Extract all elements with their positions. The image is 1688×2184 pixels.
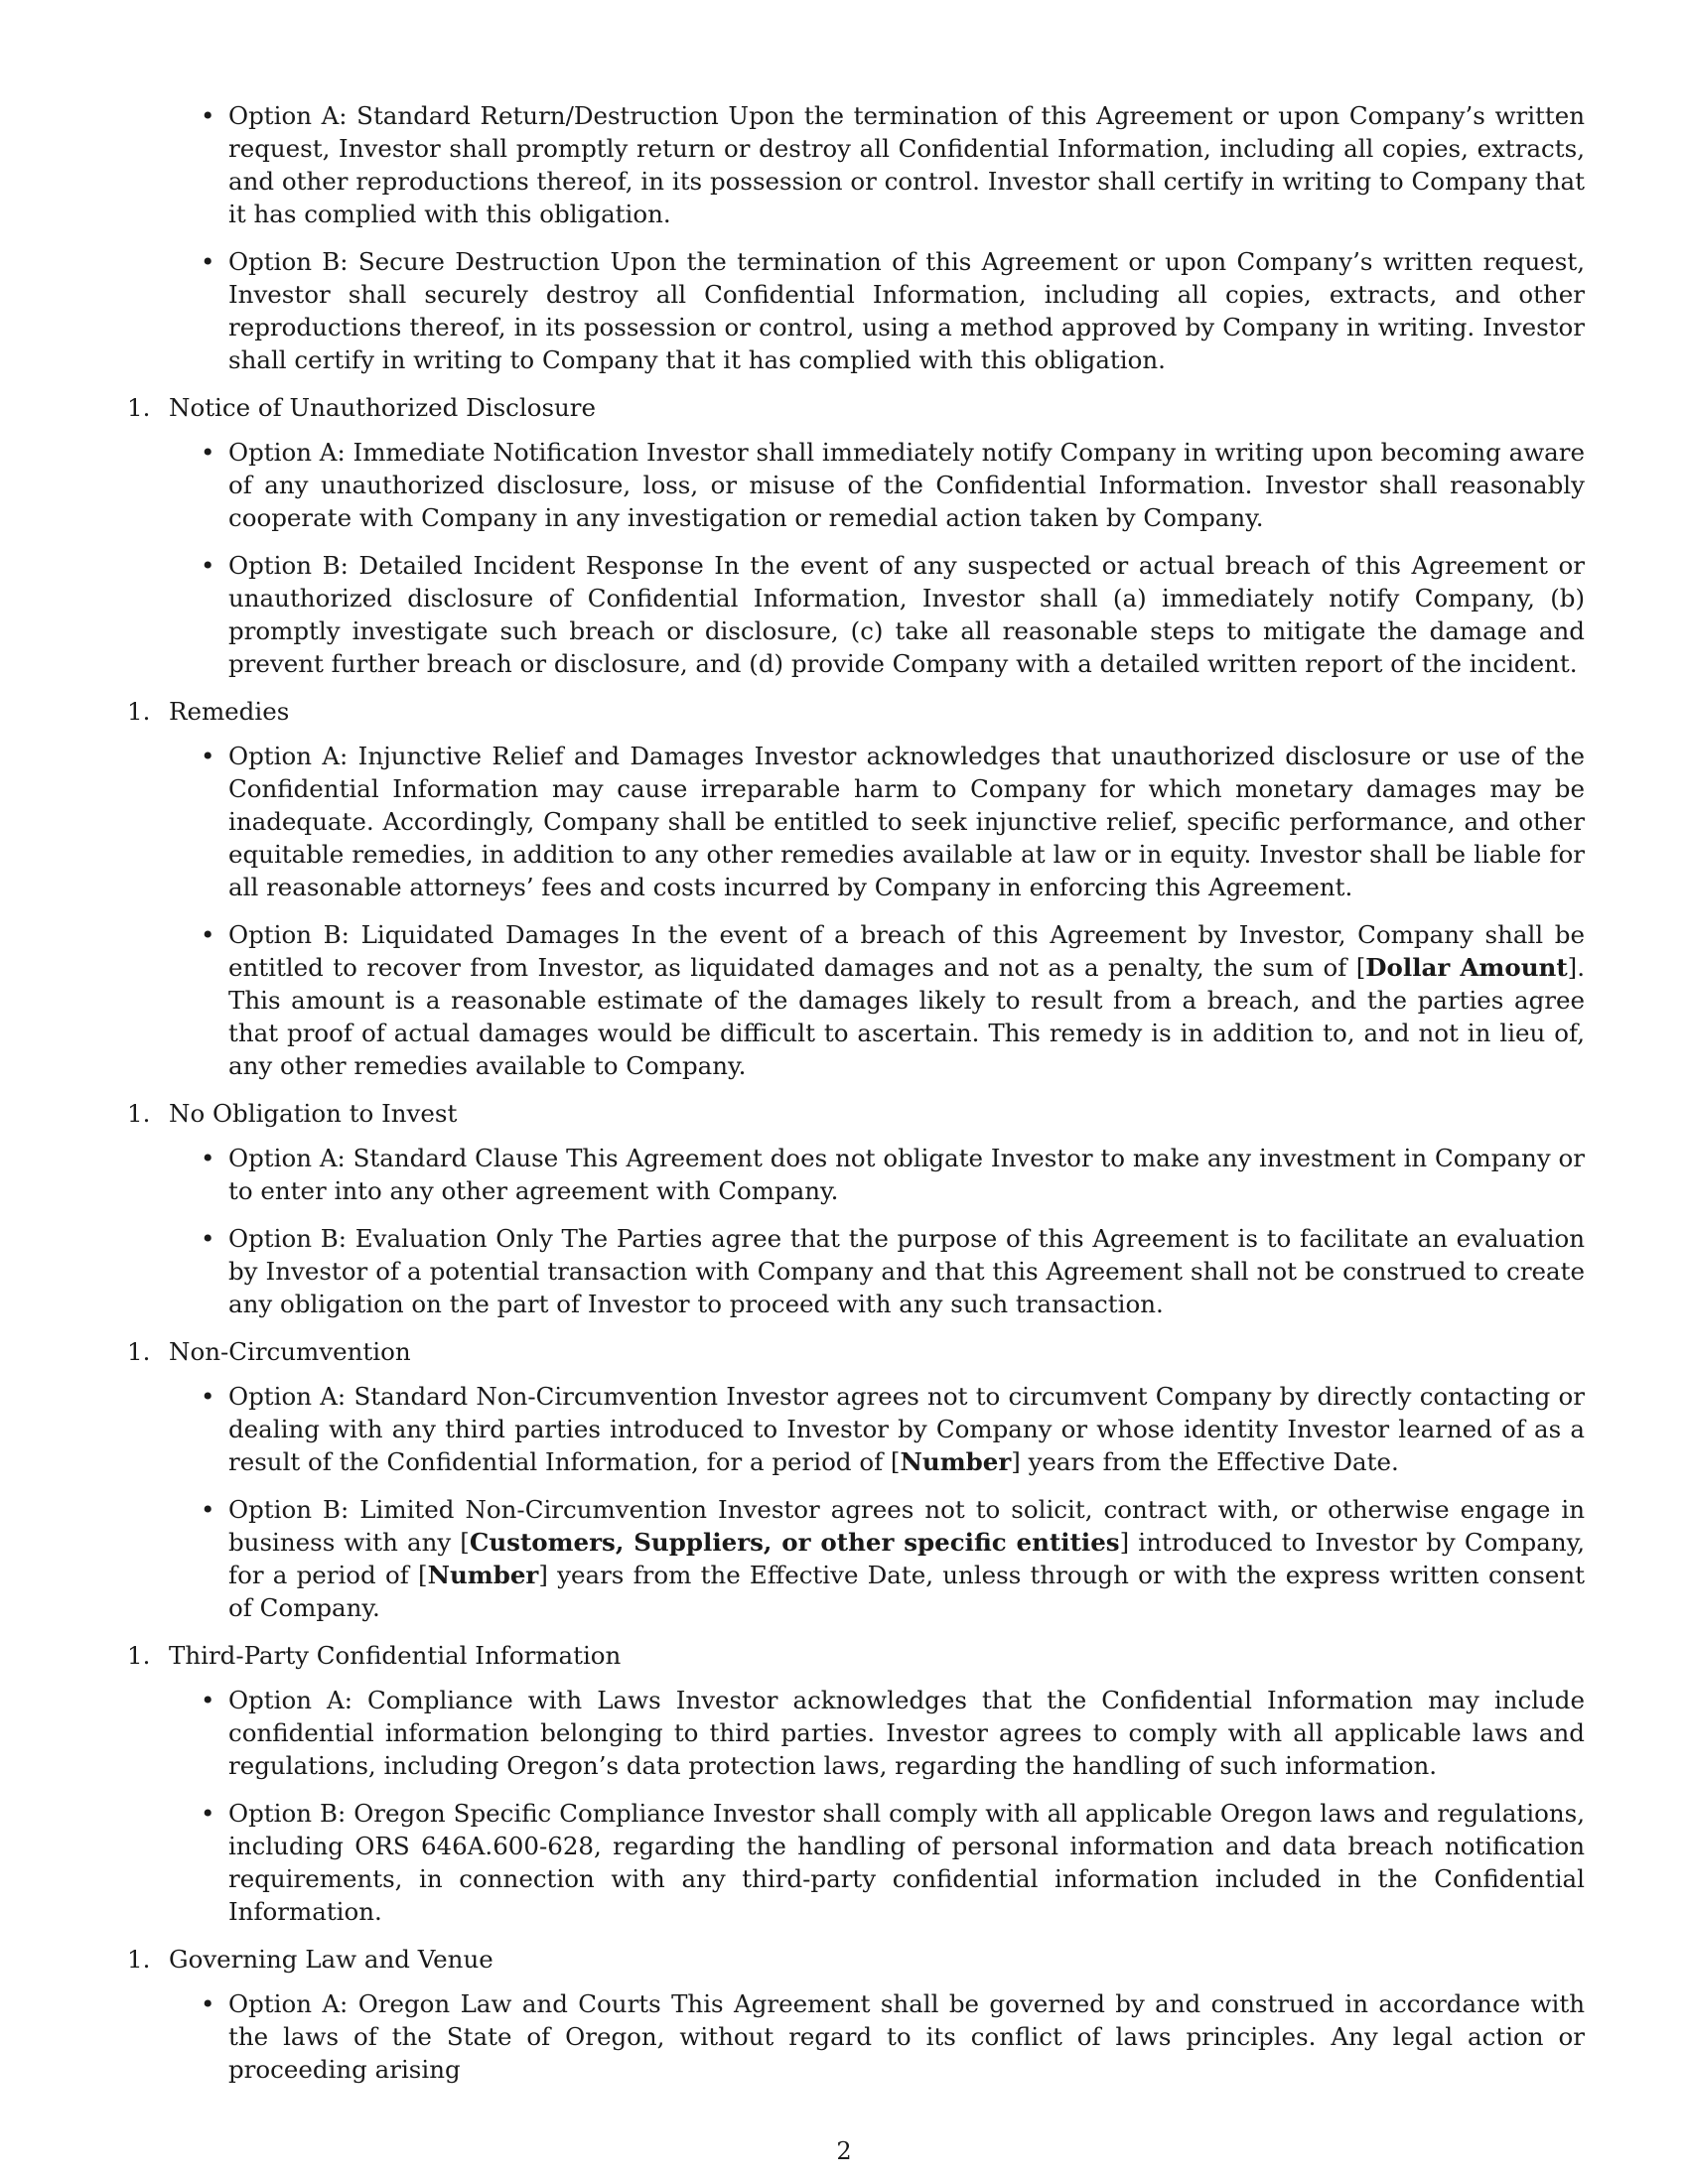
option-list (127, 99, 1585, 376)
page-number: 2 (836, 2137, 852, 2165)
option-text: Option B: Liquidated Damages In the event of a breach of this Agreement by Investor, Company shall be entitled to recover from Investor, as liquidated damages and not as a penalty, the sum of [ (228, 920, 1585, 982)
placeholder-field: Number (427, 1561, 539, 1589)
option-item (127, 1142, 1585, 1207)
option-item (127, 436, 1585, 534)
clause-section (127, 1943, 1585, 2086)
option-item (127, 99, 1585, 230)
option-text: Option B: Evaluation Only The Parties agree that the purpose of this Agreement is to facilitate an evaluation by Investor of a potential transaction with Company and that this Agreement shall not be construed to create any obligation on the part of Investor to proceed with any such transaction. (228, 1224, 1585, 1318)
section-number: 1. (127, 697, 151, 726)
clause-section (127, 1639, 1585, 1928)
option-text: Option B: Secure Destruction Upon the termination of this Agreement or upon Company’s written request, Investor shall securely destroy all Confidential Information, including all copies, extracts, and other reproductions thereof, in its possession or control, using a method approved by Company in writing. Investor shall certify in writing to Company that it has complied with this obligation. (228, 247, 1585, 374)
section-number: 1. (127, 1945, 151, 1974)
option-item (127, 1380, 1585, 1478)
section-title: Governing Law and Venue (169, 1945, 493, 1974)
section-number: 1. (127, 393, 151, 422)
placeholder-field: Customers, Suppliers, or other specific entities (469, 1528, 1120, 1557)
section-heading (127, 695, 1585, 728)
option-text: Option B: Detailed Incident Response In the event of any suspected or actual breach of this Agreement or unauthorized disclosure of Confidential Information, Investor shall (a) immediately notify Company, (b) promptly investigate such breach or disclosure, (c) take all reasonable steps to mitigate the damage and prevent further breach or disclosure, and (d) provide Company with a detailed written report of the incident. (228, 551, 1585, 678)
clause-section (127, 1097, 1585, 1320)
option-text: ] years from the Effective Date, unless through or with the express written consent of Company. (228, 1561, 1586, 1622)
section-heading (127, 391, 1585, 424)
document-body (127, 99, 1585, 2101)
section-title: Notice of Unauthorized Disclosure (169, 393, 597, 422)
option-item (127, 549, 1585, 680)
option-text: Option A: Compliance with Laws Investor acknowledges that the Confidential Information may include confidential information belonging to third parties. Investor agrees to comply with all applicable laws and regulations, including Oregon’s data protection laws, regarding the handling of such information. (228, 1686, 1585, 1780)
clause-section (127, 695, 1585, 1082)
clause-section (127, 391, 1585, 680)
section-heading (127, 1639, 1585, 1672)
option-item (127, 1797, 1585, 1928)
option-item (127, 1493, 1585, 1624)
option-item (127, 1684, 1585, 1782)
option-text: Option A: Standard Clause This Agreement does not obligate Investor to make any investment in Company or to enter into any other agreement with Company. (228, 1144, 1585, 1205)
bullet-icon: • (201, 1382, 215, 1411)
bullet-icon: • (201, 438, 215, 467)
placeholder-field: Number (900, 1447, 1012, 1476)
option-list (127, 1987, 1585, 2086)
bullet-icon: • (201, 1686, 215, 1714)
option-text: ] years from the Effective Date. (1011, 1447, 1399, 1476)
section-title: Remedies (169, 697, 290, 726)
section-number: 1. (127, 1641, 151, 1670)
option-list (127, 1380, 1585, 1624)
clause-section (127, 1335, 1585, 1624)
option-text: Option A: Standard Return/Destruction Upon the termination of this Agreement or upon Company’s written request, Investor shall promptly return or destroy all Confidential Information, including all copies, extracts, and other reproductions thereof, in its possession or control. Investor shall certify in writing to Company that it has complied with this obligation. (228, 101, 1585, 228)
bullet-icon: • (201, 920, 215, 949)
option-text: ]. This amount is a reasonable estimate of the damages likely to result from a breach, and the parties agree that proof of actual damages would be difficult to ascertain. This remedy is in addition to, and not in lieu of, any other remedies available to Company. (228, 953, 1585, 1080)
section-number: 1. (127, 1099, 151, 1128)
section-title: No Obligation to Invest (169, 1099, 458, 1128)
bullet-icon: • (201, 101, 215, 130)
option-item (127, 1222, 1585, 1320)
bullet-icon: • (201, 551, 215, 580)
option-text: Option A: Injunctive Relief and Damages Investor acknowledges that unauthorized disclosure or use of the Confidential Information may cause irreparable harm to Company for which monetary damages may be inadequate. Accordingly, Company shall be entitled to seek injunctive relief, specific performance, and other equitable remedies, in addition to any other remedies available at law or in equity. Investor shall be liable for all reasonable attorneys’ fees and costs incurred by Company in enforcing this Agreement. (228, 742, 1585, 901)
section-title: Third-Party Confidential Information (169, 1641, 622, 1670)
bullet-icon: • (201, 742, 215, 770)
bullet-icon: • (201, 1799, 215, 1828)
section-heading (127, 1097, 1585, 1130)
option-list (127, 740, 1585, 1082)
section-heading (127, 1943, 1585, 1976)
option-item (127, 740, 1585, 903)
option-text: Option B: Oregon Specific Compliance Investor shall comply with all applicable Oregon laws and regulations, including ORS 646A.600-628, regarding the handling of personal information and data breach notification requirements, in connection with any third-party confidential information included in the Confidential Information. (228, 1799, 1585, 1926)
option-list (127, 1142, 1585, 1320)
clause-section (127, 99, 1585, 376)
bullet-icon: • (201, 1224, 215, 1253)
option-item (127, 1987, 1585, 2086)
option-text: Option A: Standard Non-Circumvention Investor agrees not to circumvent Company by directly contacting or dealing with any third parties introduced to Investor by Company or whose identity Investor learned of as a result of the Confidential Information, for a period of [ (228, 1382, 1585, 1476)
option-text: Option A: Oregon Law and Courts This Agreement shall be governed by and construed in accordance with the laws of the State of Oregon, without regard to its conflict of laws principles. Any legal action or proceeding arising (228, 1989, 1585, 2084)
section-number: 1. (127, 1337, 151, 1366)
option-list (127, 436, 1585, 680)
option-text: ] introduced to Investor by Company, for a period of [ (228, 1528, 1585, 1589)
bullet-icon: • (201, 1144, 215, 1172)
section-heading (127, 1335, 1585, 1368)
bullet-icon: • (201, 247, 215, 276)
section-title: Non-Circumvention (169, 1337, 411, 1366)
option-text: Option B: Limited Non-Circumvention Investor agrees not to solicit, contract with, or otherwise engage in business with any [ (228, 1495, 1585, 1557)
option-item (127, 245, 1585, 376)
option-list (127, 1684, 1585, 1928)
bullet-icon: • (201, 1495, 215, 1524)
bullet-icon: • (201, 1989, 215, 2018)
option-item (127, 918, 1585, 1082)
placeholder-field: Dollar Amount (1365, 953, 1568, 982)
option-text: Option A: Immediate Notification Investor shall immediately notify Company in writing upon becoming aware of any unauthorized disclosure, loss, or misuse of the Confidential Information. Investor shall reasonably cooperate with Company in any investigation or remedial action taken by Company. (228, 438, 1585, 532)
